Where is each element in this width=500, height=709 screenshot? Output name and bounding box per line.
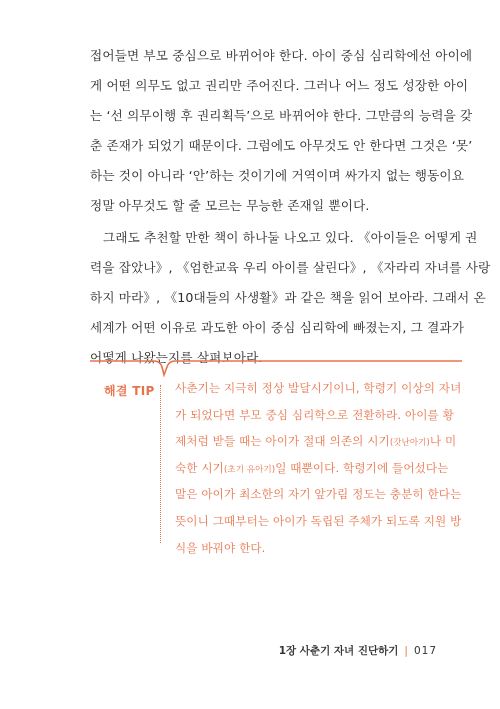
tip-line: 사춘기는 지극히 정상 발달시기이니, 학령기 이상의 자녀	[175, 381, 462, 395]
text-line: 그래도 추천할 만한 책이 하나둘 나오고 있다. 《아이들은 어떻게 권	[103, 230, 478, 245]
body-text	[90, 41, 491, 373]
text-line: 하지 마라》, 《10대들의 사생활》과 같은 책을 읽어 보아라. 그래서 온	[90, 290, 486, 305]
tip-divider	[160, 385, 161, 543]
tip-line: 뜻이니 그때부터는 아이가 독립된 주체가 되도록 지원 방	[175, 513, 462, 528]
text-line: 는 ‘선 의무이행 후 권리획득’으로 바뀌어야 한다. 그만큼의 능력을 갖	[90, 108, 473, 123]
tip-line: 제처럼 받들 때는 아이가 절대 의존의 시기(갓난아기)나 미	[175, 434, 457, 449]
text-line: 게 어떤 의무도 없고 권리만 주어진다. 그러나 어느 정도 성장한 아이	[90, 78, 469, 93]
chapter-title: 1장 사춘기 자녀 진단하기	[278, 645, 399, 657]
tip-note: (갓난아기)	[389, 438, 430, 449]
text-line: 접어들면 부모 중심으로 바뀌어야 한다. 아이 중심 심리학에선 아이에	[90, 48, 473, 63]
page-number: 017	[413, 644, 437, 657]
text-line: 력을 잡았나》, 《엄한교육 우리 아이를 살린다》, 《자라리 자녀를 사랑	[90, 260, 491, 275]
tip-line: 숙한 시기(초기 유아기)일 때뿐이다. 학령기에 들어섰다는	[175, 460, 449, 475]
tip-note: (초기 유아기)	[223, 464, 276, 475]
footer-separator: |	[404, 644, 408, 657]
text-line: 춘 존재가 되었기 때문이다. 그럼에도 아무것도 안 한다면 그것은 ‘못’	[90, 138, 473, 153]
tip-line: 식을 바꿔야 한다.	[175, 540, 266, 555]
text-line: 정말 아무것도 할 줄 모르는 무능한 존재일 뿐이다.	[90, 198, 370, 213]
paragraph-1	[90, 41, 473, 221]
text-line: 세계가 어떤 이유로 과도한 아이 중심 심리학에 빠졌는지, 그 결과가	[90, 320, 465, 335]
text-line: 어떻게 나왔는지를 살펴보아라.	[90, 350, 263, 365]
text-line: 하는 것이 아니라 ‘안’하는 것이기에 거역이며 싸가지 없는 행동이요	[90, 168, 465, 183]
tip-label: 해결 TIP	[104, 384, 155, 398]
paragraph-2	[90, 223, 491, 373]
page-footer	[279, 643, 437, 658]
tip-line: 말은 아이가 최소한의 자기 앞가림 정도는 충분히 한다는	[175, 487, 462, 502]
tip-line: 가 되었다면 부모 중심 심리학으로 전환하라. 아이를 황	[175, 407, 454, 422]
tip-body	[175, 375, 465, 561]
